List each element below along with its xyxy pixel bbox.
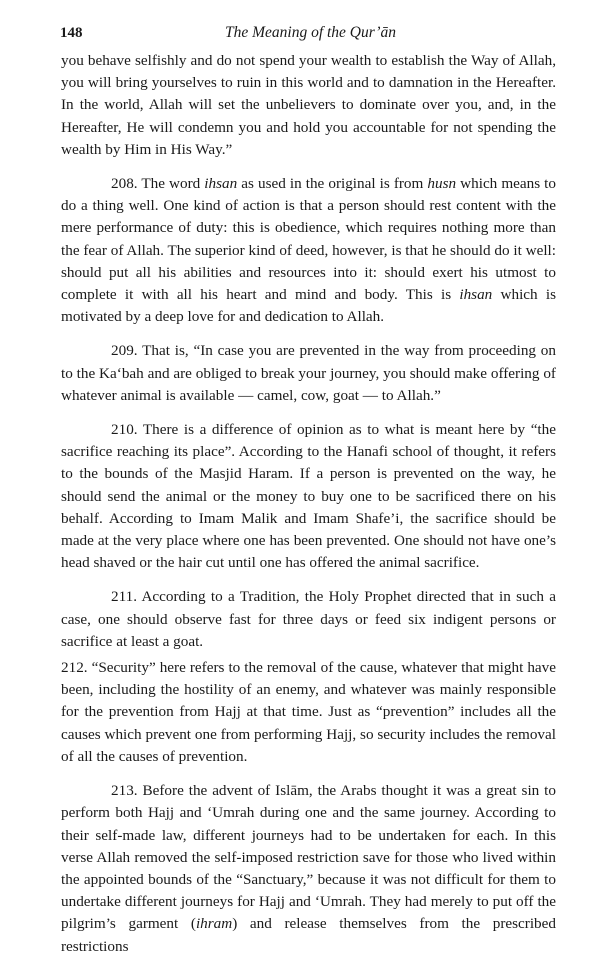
italic-term: ihsan xyxy=(459,286,493,304)
text-segment: 212. “Security” here refers to the removal of the cause, whatever that might have been, including the hostility of an enemy, and whatever was mainly responsible for the prevention from Hajj at that time. Just as “prevention” includes all the causes which prevent one from performing Hajj, so security includes the removal of all the causes of prevention. xyxy=(61,659,556,765)
italic-term: ihsan xyxy=(204,175,238,193)
text-segment: as used in the original is from xyxy=(237,175,428,193)
text-segment: 208. The word xyxy=(111,175,205,193)
footnote-211 xyxy=(61,586,556,653)
text-segment: ) and release themselves from the prescribed restrictions xyxy=(61,915,556,955)
text-segment: 210. There is a difference of opinion as to what is meant here by “the sacrifice reaching its place”. According to the Hanafi school of thought, it refers to the bounds of the Masjid Haram. If a person is prevented on the way, he should send the animal or the money to buy one to be sacrificed there on his behalf. According to Imam Malik and Imam Shafe’i, the sacrifice should be made at the very place where one has been prevented. One should not have one’s head shaved or the hair cut until one has offered the animal sacrifice. xyxy=(61,421,556,572)
footnote-209 xyxy=(61,340,556,407)
text-segment: you behave selfishly and do not spend your wealth to establish the Way of Allah, you will bring yourselves to ruin in this world and to damnation in the Hereafter. In the world, Allah will set the unbelievers to dominate over you, and, in the Hereafter, He will condemn you and hold you accountable for not spending the wealth by Him in His Way.” xyxy=(61,52,556,158)
text-segment: which is motivated by a deep love for and dedication to Allah. xyxy=(61,286,556,326)
footnote-212 xyxy=(61,657,556,768)
text-segment: which means to do a thing well. One kind of action is that a person should rest content with the mere performance of duty: this is obedience, which requires nothing more than the fear of Allah. The superior kind of deed, however, is that he should do it well: should put all his abilities and resources into it: should exert his utmost to complete it with all his heart and mind and body. This is xyxy=(61,175,556,304)
footnote-210 xyxy=(61,419,556,574)
text-segment: 211. According to a Tradition, the Holy Prophet directed that in such a case, one should observe fast for three days or feed six indigent persons or sacrifice at least a goat. xyxy=(61,588,556,650)
page-header xyxy=(61,22,556,44)
page-number: 148 xyxy=(60,25,83,41)
text-segment: 213. Before the advent of Islām, the Arabs thought it was a great sin to perform both Hajj and ‘Umrah during one and the same journey. According to their self-made law, different journeys had to be undertaken for each. In this verse Allah removed the self-imposed restriction save for those who lived within the appointed bounds of the “Sanctuary,” because it was not difficult for them to undertake different journeys for Hajj and ‘Umrah. They had merely to put off the pilgrim’s garment ( xyxy=(61,782,556,933)
italic-term: husn xyxy=(427,175,457,193)
text-segment: 209. That is, “In case you are prevented in the way from proceeding on to the Ka‘bah and are obliged to break your journey, you should make offering of whatever animal is available — camel, cow, goat — to Allah.” xyxy=(61,342,556,404)
italic-term: ihram xyxy=(195,915,233,933)
footnote-208 xyxy=(61,173,556,328)
book-page xyxy=(61,22,556,958)
footnote-213 xyxy=(61,780,556,958)
paragraph-continuation xyxy=(61,50,556,161)
running-title: The Meaning of the Qur’ān xyxy=(224,24,397,41)
